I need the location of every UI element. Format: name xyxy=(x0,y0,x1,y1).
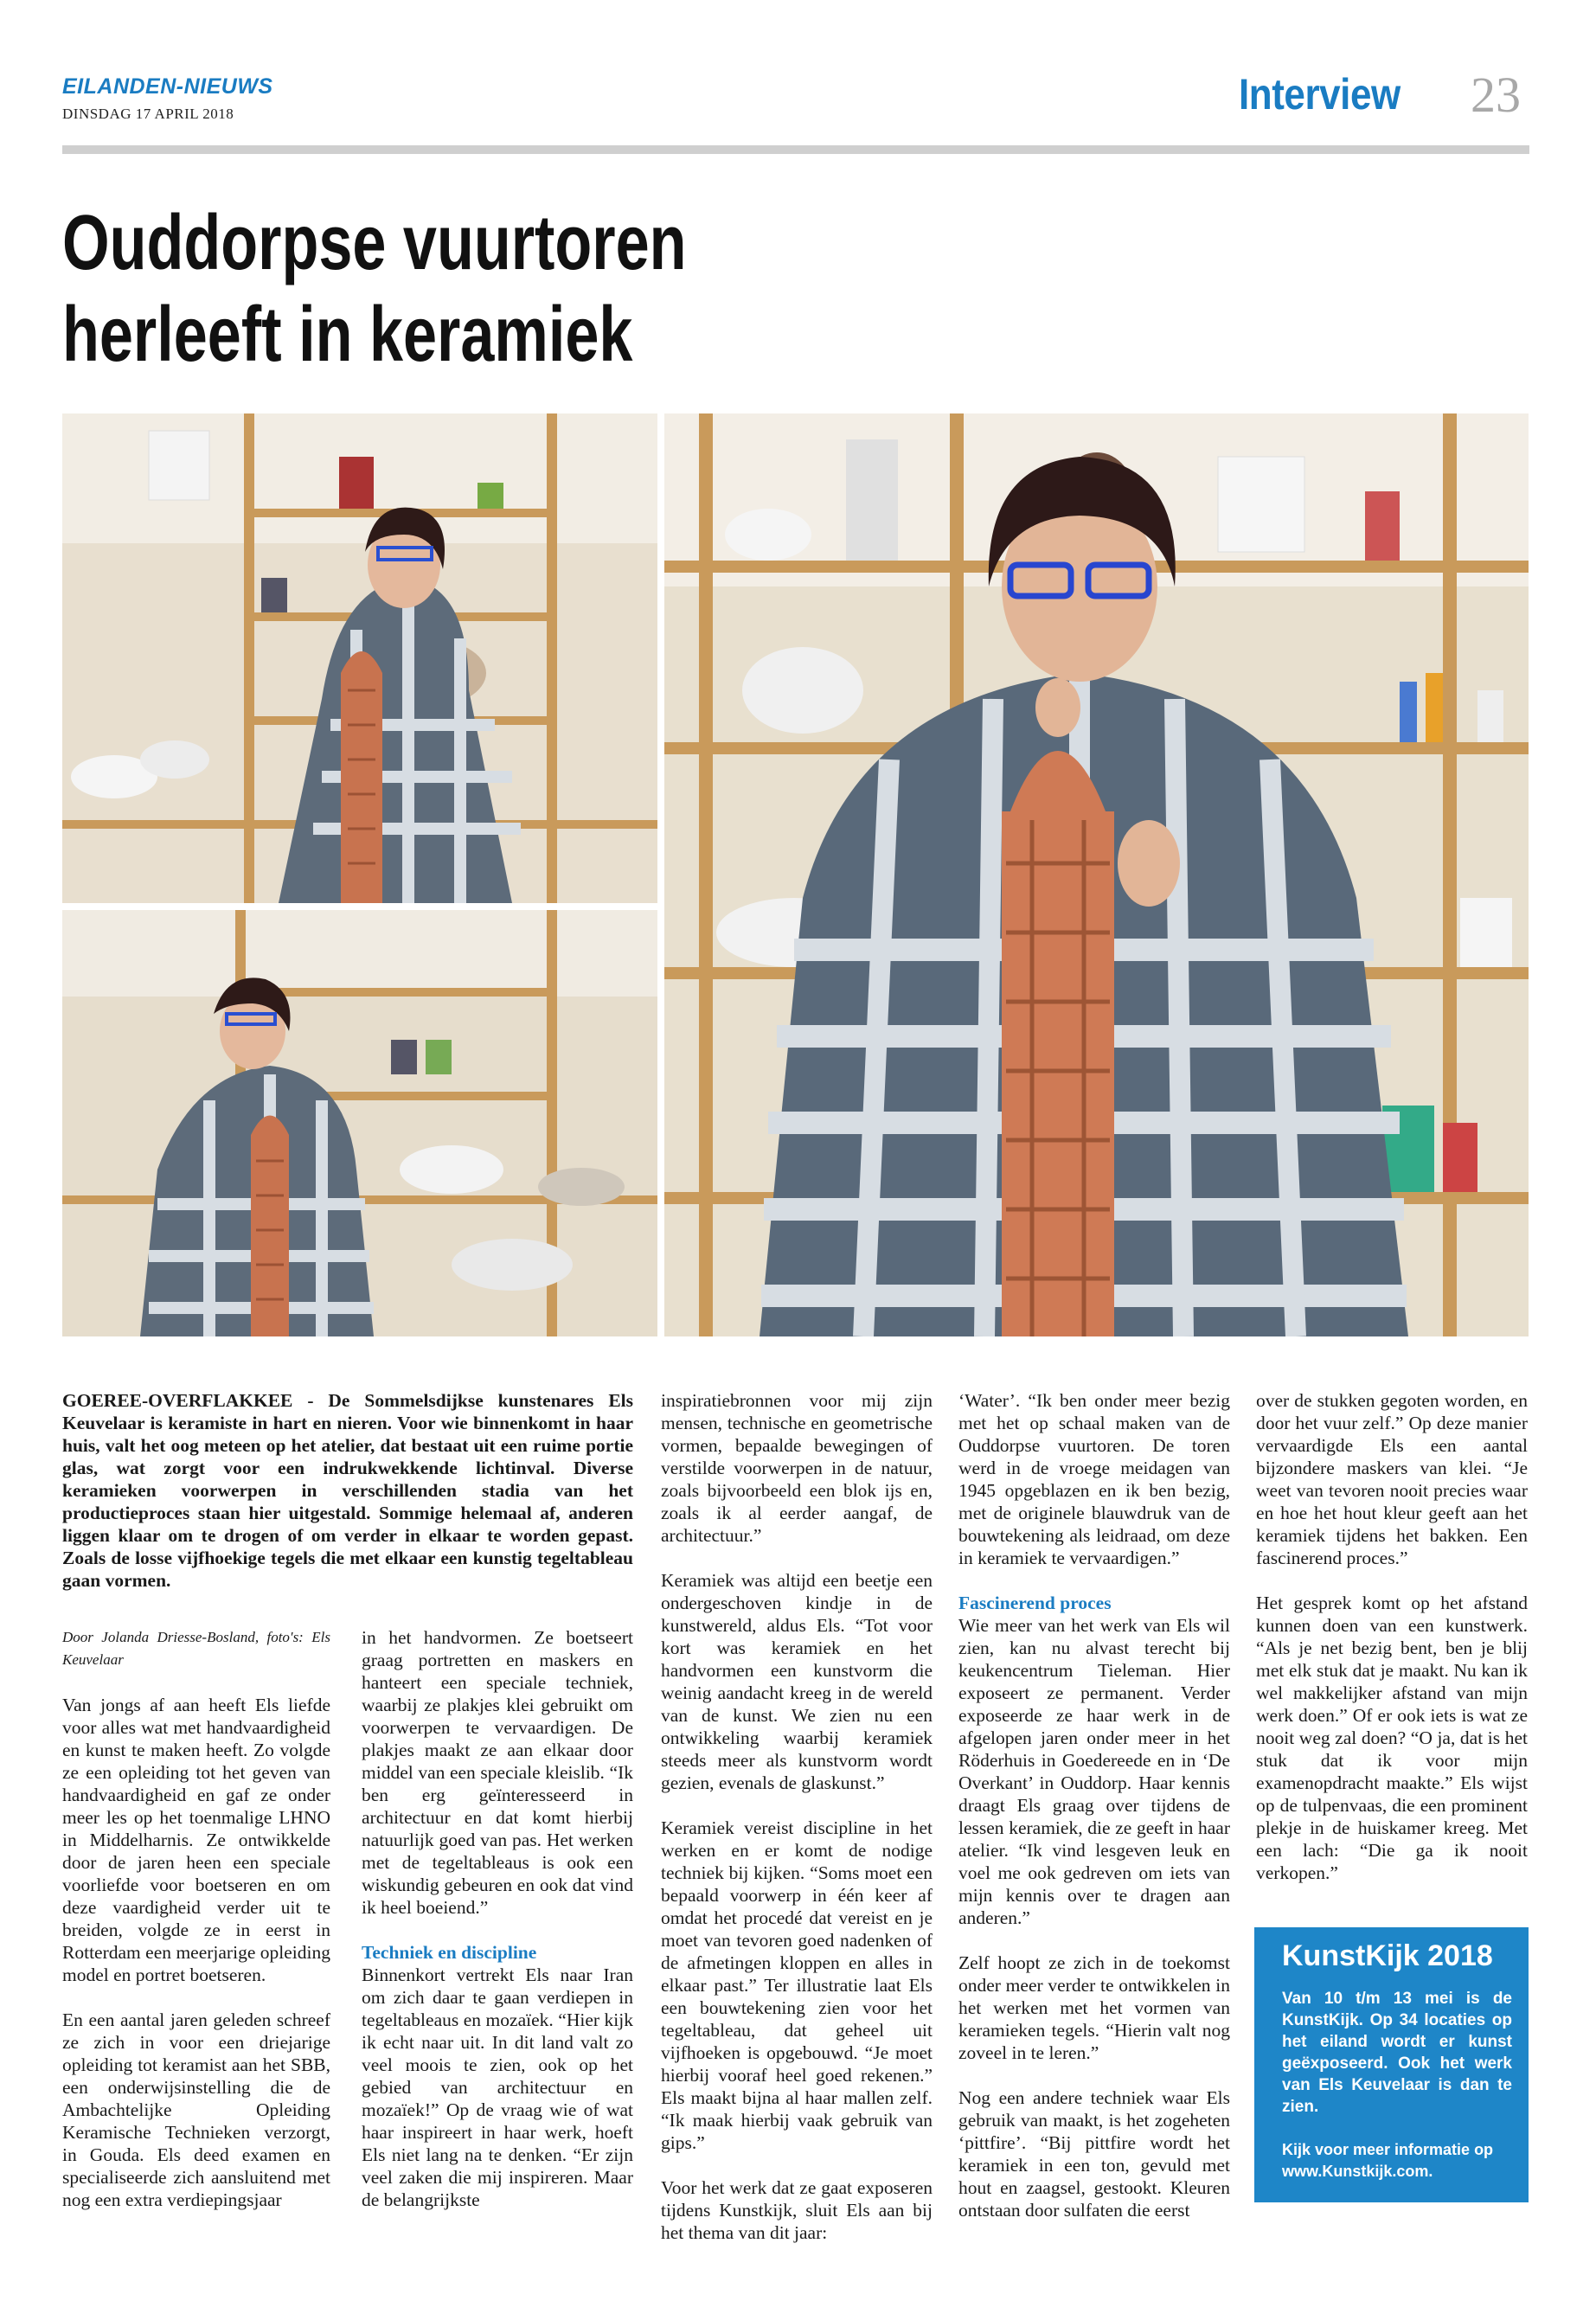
paragraph: Het gesprek komt op het afstand kunnen doen van een kunstwerk. “Als je net bezig bent, ben je blij met elk stuk dat je maakt. Nu kan ik wel makkelijker afstand van mijn werk doen.” Of er ook iets is wat ze nooit weg zal doen? “O ja, dat is het stuk dat ik voor mijn examenopdracht maakte.” Els wijst op de tulpenvaas, die een prominent plekje in de huiskamer kreeg. Met een lach: “Die ga ik nooit verkopen.” xyxy=(1256,1593,1528,1883)
section-title: Interview xyxy=(1239,70,1401,119)
photo-artist-glazing-illustration xyxy=(62,413,657,903)
infobox-title: KunstKijk 2018 xyxy=(1282,1939,1493,1972)
paragraph: Wie meer van het werk van Els wil zien, kan nu alvast terecht bij keukencentrum Tieleman. Hier exposeert ze permanent. Verder exposeerde ze haar werk in de afgelopen jaren onder meer in het Röderhuis in Goedereede en in ‘De Overkant’ in Ouddorp. Haar kennis draagt Els graag over tijdens de lessen keramiek, die ze geeft in haar atelier. “Ik vind lesgeven leuk en voel me ook gedreven om iets van mijn kennis over te dragen aan anderen.” xyxy=(958,1615,1230,1928)
article-column-1 xyxy=(62,1626,330,2234)
paragraph: in het handvormen. Ze boetseert graag portretten en maskers en hanteert een speciale techniek, waarbij ze plakjes klei gebruikt om voorwerpen te vervaardigen. De plakjes maakt ze aan elkaar door middel van een speciale kleislib. “Ik ben erg geïnteresseerd in architectuur en dat komt hierbij natuurlijk goed van pas. Het werken met de tegeltableaus is ook een wiskundig gebeuren en ook dat vind ik heel boeiend.” xyxy=(362,1627,633,1918)
paragraph: Binnenkort vertrekt Els naar Iran om zich daar te gaan verdiepen in tegeltableaus en mozaïek. “Hier kijk ik echt naar uit. In dit land valt zo veel moois te zien, ook op het gebied van architectuur en mozaïek!” Op de vraag wie of wat haar inspireert in haar werk, hoeft Els niet lang na te denken. “Er zijn veel zaken die mij inspireren. Maar de belangrijkste xyxy=(362,1965,633,2210)
paragraph: Nog een andere techniek waar Els gebruik van maakt, is het zogeheten ‘pittfire’. “Bij pittfire wordt het keramiek in een ton, gevuld met hout en zaagsel, gestookt. Kleuren ontstaan door sulfaten die eerst xyxy=(958,2087,1230,2221)
photo-artist-glazing xyxy=(62,413,657,903)
article-column-3 xyxy=(661,1389,933,2266)
paragraph: Van jongs af aan heeft Els liefde voor alles wat met handvaardigheid en kunst te maken heeft. Zo volgde ze een opleiding tot het geven van handvaardigheid en gaf ze onder meer les op het toenmalige LHNO in Middelharnis. Ze ontwikkelde door de jaren heen een speciale voorliefde voor boetseren en om deze vaardigheid verder uit te breiden, volgde ze in eerst in Rotterdam een meerjarige opleiding model en portret boetseren. xyxy=(62,1695,330,1985)
paragraph: ‘Water’. “Ik ben onder meer bezig met het op schaal maken van de Ouddorpse vuurtoren. De toren werd in de vroege meidagen van 1945 opgeblazen en ik ben bezig, met de originele blauwdruk van de bouwtekening als leidraad, om deze in keramiek te vervaardigen.” xyxy=(958,1390,1230,1568)
article-column-2 xyxy=(362,1626,633,2234)
byline: Door Jolanda Driesse-Bosland, foto's: Els Keuvelaar xyxy=(62,1629,330,1668)
headline xyxy=(62,197,687,381)
infobox-footer: Kijk voor meer informatie op www.Kunstkijk.com. xyxy=(1282,2141,1494,2180)
photo-artist-lighthouse-illustration xyxy=(664,413,1529,1336)
paragraph: En een aantal jaren geleden schreef ze zich in voor een driejarige opleiding tot keramist aan het SBB, een onderwijsinstelling die de Ambachtelijke Opleiding Keramische Technieken verzorgt, in Gouda. Els deed examen en specialiseerde zich aansluitend met nog een extra verdiepingsjaar xyxy=(62,2009,330,2210)
issue-date: DINSDAG 17 APRIL 2018 xyxy=(62,106,234,122)
photo-artist-painting xyxy=(62,910,657,1336)
paragraph: inspiratiebronnen voor mij zijn mensen, technische en geometrische vormen, bepaalde bewegingen of verstilde voorwerpen in de natuur, zoals bijvoorbeeld een blok ijs en, zoals ik al eerder aangaf, de architectuur.” xyxy=(661,1390,933,1546)
photo-artist-lighthouse-model xyxy=(664,413,1529,1336)
subheading-techniek: Techniek en discipline xyxy=(362,1942,537,1963)
kunstkijk-infobox xyxy=(1254,1927,1529,2202)
paragraph: Keramiek vereist discipline in het werken en er komt de nodige techniek bij kijken. “Soms moet een bepaald voorwerp in één keer af omdat het procedé dat vereist en je moet van tevoren goed nadenken of de afmetingen kloppen en alles in elkaar past.” Ter illustratie laat Els een bouwtekening zien voor het tegeltableau, dat geheel uit vijfhoeken is opgebouwd. “Je moet hierbij vooraf heel goed rekenen.” Els maakt bijna al haar mallen zelf. “Ik maak hierbij vaak gebruik van gips.” xyxy=(661,1817,933,2153)
article-column-4 xyxy=(958,1389,1230,2244)
article-lead: GOEREE-OVERFLAKKEE - De Sommelsdijkse kunstenares Els Keuvelaar is keramiste in hart en nieren. Voor wie binnenkomt in haar huis, valt het oog meteen op het atelier, dat bestaat uit een ruime portie glas, wat zorgt voor een indrukwekkende lichtinval. Diverse keramieken voorwerpen in verschillenden stadia van het productieproces staan hier uitgestald. Sommige helemaal af, anderen liggen klaar om te drogen of om verder in elkaar te worden gepast. Zoals de losse vijfhoekige tegels die met elkaar een kunstig tegeltableau gaan vormen. xyxy=(62,1390,633,1591)
paragraph: Voor het werk dat ze gaat exposeren tijdens Kunstkijk, sluit Els aan bij het thema van dit jaar: xyxy=(661,2177,933,2243)
page-number: 23 xyxy=(1471,67,1521,123)
masthead-logo: EILANDEN-NIEUWS xyxy=(62,74,273,99)
photo-artist-painting-illustration xyxy=(62,910,657,1336)
paragraph: Keramiek was altijd een beetje een ondergeschoven kindje in de kunstwereld, aldus Els. “Tot voor kort was keramiek en het handvormen een kunstvorm die weinig aandacht kreeg in de wereld van de kunst. We zien nu een ontwikkeling waarbij keramiek steeds meer als kunstvorm wordt gezien, evenals de glaskunst.” xyxy=(661,1570,933,1793)
article-column-5 xyxy=(1256,1389,1528,1907)
paragraph: Zelf hoopt ze zich in de toekomst onder meer verder te ontwikkelen in het werken met het vormen van keramieken tegels. “Hierin valt nog zoveel in te leren.” xyxy=(958,1952,1230,2063)
header-rule xyxy=(62,145,1529,154)
headline-line-1: Ouddorpse vuurtoren xyxy=(62,200,687,286)
headline-line-2: herleeft in keramiek xyxy=(62,292,633,378)
paragraph: over de stukken gegoten worden, en door het vuur zelf.” Op deze manier vervaardigde Els een aantal bijzondere maskers van klei. “Je weet van tevoren nooit precies waar en hoe het hout kleur geeft aan het keramiek tijdens het bakken. Een fascinerend proces.” xyxy=(1256,1390,1528,1568)
subheading-fascinerend: Fascinerend proces xyxy=(958,1593,1112,1613)
infobox-body: Van 10 t/m 13 mei is de KunstKijk. Op 34 locaties op het eiland wordt er kunst geëxposeerd. Ook het werk van Els Keuvelaar is dan te zien. xyxy=(1282,1990,1512,2116)
